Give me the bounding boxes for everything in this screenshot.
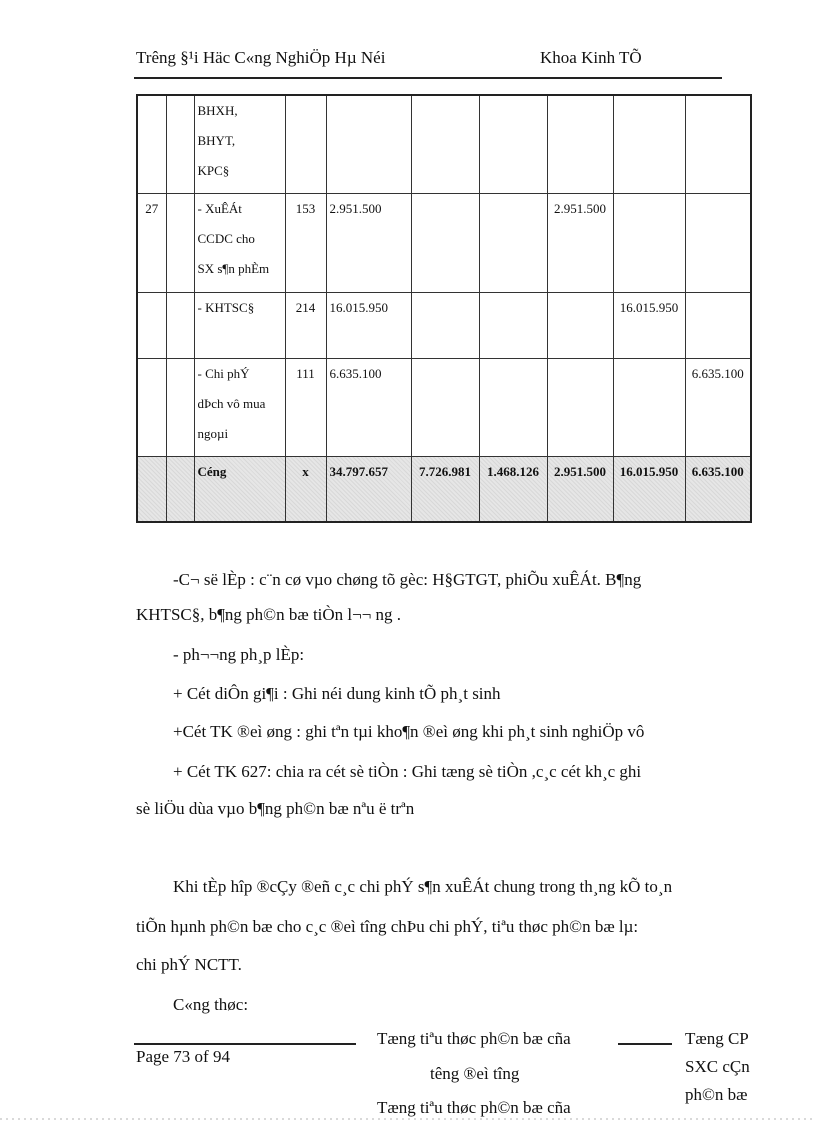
cell-blank — [166, 292, 194, 358]
cell-blank — [166, 358, 194, 456]
table-row — [137, 358, 751, 456]
description-line: ngoµi — [197, 425, 229, 441]
cell-col4 — [613, 358, 685, 456]
cell-entry-no: 27 — [137, 193, 166, 292]
cell-col4: 16.015.950 — [613, 292, 685, 358]
cell-total-label: Céng — [194, 456, 285, 522]
cell-col3 — [547, 358, 613, 456]
cell-account: 214 — [285, 292, 326, 358]
description-line: - Chi phÝ — [197, 365, 250, 381]
cell-description — [194, 358, 285, 456]
paragraph-account-column: +Cét TK ®eì øng : ghi tªn tµi kho¶n ®eì øng khi ph¸t sinh nghiÖp vô — [173, 722, 645, 741]
header-rule — [134, 77, 722, 79]
cell-entry-no — [137, 95, 166, 193]
cell-col2: 1.468.126 — [479, 456, 547, 522]
cell-blank — [166, 456, 194, 522]
cell-col1 — [411, 292, 479, 358]
description-line: BHXH, — [197, 103, 238, 118]
paragraph-basis-line1: -C¬ së lÈp : c¨n cø vµo chøng tõ gèc: H§GTGT, phiÕu xuÊÁt. B¶ng — [173, 570, 642, 589]
paragraph-tk627-line1: + Cét TK 627: chia ra cét sè tiÒn : Ghi tæng sè tiÒn ,c¸c cét kh¸c ghi — [173, 762, 642, 781]
paragraph-allocation-line2: tiÕn hµnh ph©n bæ cho c¸c ®eì tîng chÞu chi phÝ, tiªu thøc ph©n bæ lµ: — [136, 917, 639, 936]
description-line: dÞch vô mua — [197, 395, 266, 411]
cell-col5: 6.635.100 — [685, 358, 751, 456]
cell-total: 34.797.657 — [326, 456, 411, 522]
cell-account — [285, 95, 326, 193]
formula-numerator-line2: têng ®eì tîng — [430, 1064, 520, 1083]
cell-col3 — [547, 292, 613, 358]
formula-denominator: Tæng tiªu thøc ph©n bæ cña — [377, 1098, 571, 1117]
cell-col2 — [479, 292, 547, 358]
cell-entry-no — [137, 292, 166, 358]
formula-fraction-rule — [618, 1043, 672, 1045]
cell-col3: 2.951.500 — [547, 456, 613, 522]
page-header-faculty: Khoa Kinh TÕ — [540, 48, 642, 67]
footer-rule — [134, 1043, 356, 1045]
cell-col2 — [479, 95, 547, 193]
description-line: BHYT, — [197, 133, 236, 148]
paragraph-allocation-line3: chi phÝ NCTT. — [136, 955, 242, 974]
cell-col3: 2.951.500 — [547, 193, 613, 292]
paragraph-allocation-line1: Khi tÈp hîp ®cÇy ®eñ c¸c chi phÝ s¶n xuÊÁt chung trong th¸ng kÕ to¸n — [173, 877, 673, 896]
description-line: SX s¶n phÈm — [197, 260, 270, 276]
cell-col5: 6.635.100 — [685, 456, 751, 522]
cell-description — [194, 193, 285, 292]
table-total-row — [137, 456, 751, 522]
cell-account: 153 — [285, 193, 326, 292]
cell-col1 — [411, 95, 479, 193]
cell-col1 — [411, 193, 479, 292]
cell-col4 — [613, 193, 685, 292]
description-line: - KHTSC§ — [197, 299, 255, 315]
cell-col5 — [685, 95, 751, 193]
cell-col2 — [479, 193, 547, 292]
cell-col5 — [685, 193, 751, 292]
cell-col3 — [547, 95, 613, 193]
paragraph-formula-label: C«ng thøc: — [173, 995, 249, 1014]
formula-numerator-line1: Tæng tiªu thøc ph©n bæ cña — [377, 1029, 571, 1048]
description-line: CCDC cho — [197, 230, 255, 246]
page-header-school: Trêng §¹i Häc C«ng NghiÖp Hµ Néi — [136, 48, 386, 67]
table-row — [137, 95, 751, 193]
table-row — [137, 292, 751, 358]
cell-total: 2.951.500 — [326, 193, 411, 292]
cell-description — [194, 292, 285, 358]
paragraph-tk627-line2: sè liÖu dùa vµo b¶ng ph©n bæ nªu ë trªn — [136, 799, 415, 818]
paragraph-description-column: + Cét diÔn gi¶i : Ghi néi dung kinh tÕ ph¸t sinh — [173, 684, 501, 703]
cell-total: 16.015.950 — [326, 292, 411, 358]
formula-right-line2: SXC cÇn — [685, 1057, 750, 1076]
cell-col1: 7.726.981 — [411, 456, 479, 522]
page-number: Page 73 of 94 — [136, 1047, 230, 1066]
cell-blank — [166, 193, 194, 292]
cell-blank — [166, 95, 194, 193]
cell-col2 — [479, 358, 547, 456]
cell-total — [326, 95, 411, 193]
cell-total: 6.635.100 — [326, 358, 411, 456]
ledger-table — [136, 94, 752, 523]
cell-col4 — [613, 95, 685, 193]
page-bottom-border — [0, 1118, 816, 1120]
cell-account: 111 — [285, 358, 326, 456]
formula-right-line3: ph©n bæ — [685, 1085, 748, 1104]
cell-description — [194, 95, 285, 193]
cell-entry-no — [137, 456, 166, 522]
description-line: KPC§ — [197, 163, 230, 178]
cell-account: x — [285, 456, 326, 522]
cell-entry-no — [137, 358, 166, 456]
cell-col5 — [685, 292, 751, 358]
cell-col4: 16.015.950 — [613, 456, 685, 522]
formula-right-line1: Tæng CP — [685, 1029, 749, 1048]
paragraph-basis-line2: KHTSC§, b¶ng ph©n bæ tiÒn l¬¬ ng . — [136, 605, 402, 624]
paragraph-method: - ph¬¬ng ph¸p lÈp: — [173, 645, 305, 664]
cell-col1 — [411, 358, 479, 456]
table-row — [137, 193, 751, 292]
description-line: - XuÊÁt — [197, 200, 242, 216]
